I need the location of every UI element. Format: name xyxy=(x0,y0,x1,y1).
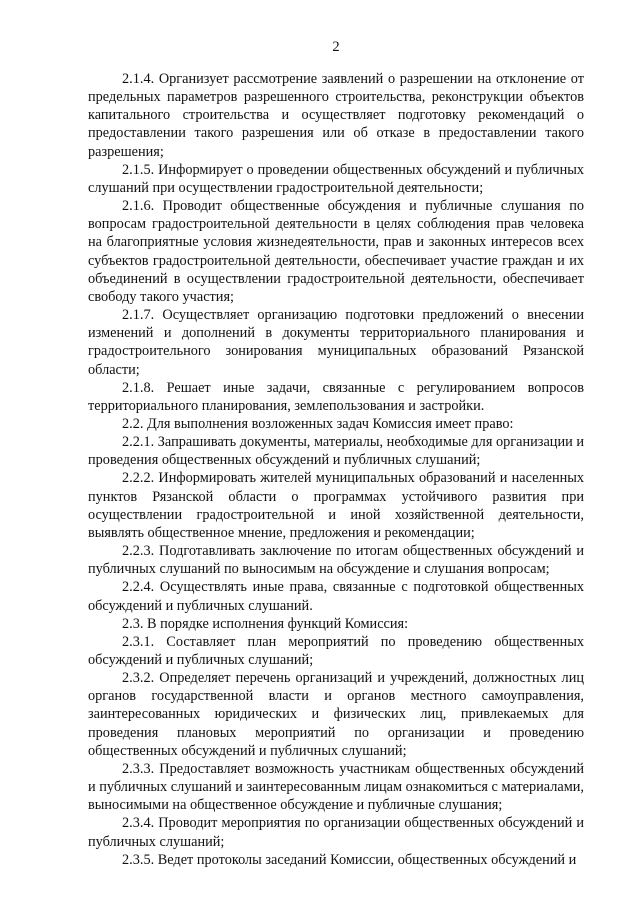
paragraph-2-1-7: 2.1.7. Осуществляет организацию подготовки предложений о внесении изменений и дополнений в документы территориального планирования и градостроительного зонирования муниципальных образований Рязанской области; xyxy=(88,307,584,378)
paragraph-2-1-4: 2.1.4. Организует рассмотрение заявлений о разрешении на отклонение от предельных параметров разрешенного строительства, реконструкции объектов капитального строительства и осуществляет подготовку рекомендаций о предоставлении такого разрешения или об отказе в предоставлении такого разрешения; xyxy=(88,71,584,160)
paragraph-2-3-3: 2.3.3. Предоставляет возможность участникам общественных обсуждений и публичных слушаний и заинтересованным лицам ознакомиться с материалами, выносимыми на общественное обсуждение и публичные слушания; xyxy=(88,760,584,814)
document-body xyxy=(88,70,584,869)
paragraph-2-3-2: 2.3.2. Определяет перечень организаций и учреждений, должностных лиц органов государственной власти и органов местного самоуправления, заинтересованных юридических и физических лиц, привлекаемых для проведения плановых мероприятий по организации и проведению общественных обсуждений и публичных слушаний; xyxy=(88,670,584,759)
paragraph-2-1-6: 2.1.6. Проводит общественные обсуждения и публичные слушания по вопросам градостроительной деятельности в целях соблюдения прав человека на благоприятные условия жизнедеятельности, прав и законных интересов всех субъектов градостроительной деятельности, обеспечивает участие граждан и их объединений в осуществлении градостроительной деятельности, обеспечивает свободу такого участия; xyxy=(88,198,584,305)
paragraph-2-2-3: 2.2.3. Подготавливать заключение по итогам общественных обсуждений и публичных слушаний по выносимым на обсуждение и слушания вопросам; xyxy=(88,543,584,578)
paragraph-2-3: 2.3. В порядке исполнения функций Комиссия: xyxy=(122,615,409,632)
paragraph-2-2-2: 2.2.2. Информировать жителей муниципальных образований и населенных пунктов Рязанской области о программах устойчивого развития при осуществлении градостроительной и иной хозяйственной деятельности, выявлять общественное мнение, предложения и рекомендации; xyxy=(88,470,584,541)
paragraph-2-2-1: 2.2.1. Запрашивать документы, материалы, необходимые для организации и проведения общественных обсуждений и публичных слушаний; xyxy=(88,434,584,469)
paragraph-2-3-4: 2.3.4. Проводит мероприятия по организации общественных обсуждений и публичных слушаний; xyxy=(88,815,584,850)
page-number: 2 xyxy=(332,39,340,55)
paragraph-2-1-5: 2.1.5. Информирует о проведении общественных обсуждений и публичных слушаний при осуществлении градостроительной деятельности; xyxy=(88,161,584,196)
paragraph-2-3-5: 2.3.5. Ведет протоколы заседаний Комиссии, общественных обсуждений и xyxy=(122,851,577,868)
paragraph-2-2: 2.2. Для выполнения возложенных задач Комиссия имеет право: xyxy=(122,415,514,432)
paragraph-2-2-4: 2.2.4. Осуществлять иные права, связанные с подготовкой общественных обсуждений и публичных слушаний. xyxy=(88,579,584,614)
paragraph-2-3-1: 2.3.1. Составляет план мероприятий по проведению общественных обсуждений и публичных слушаний; xyxy=(88,633,584,668)
paragraph-2-1-8: 2.1.8. Решает иные задачи, связанные с регулированием вопросов территориального планирования, землепользования и застройки. xyxy=(88,379,584,414)
